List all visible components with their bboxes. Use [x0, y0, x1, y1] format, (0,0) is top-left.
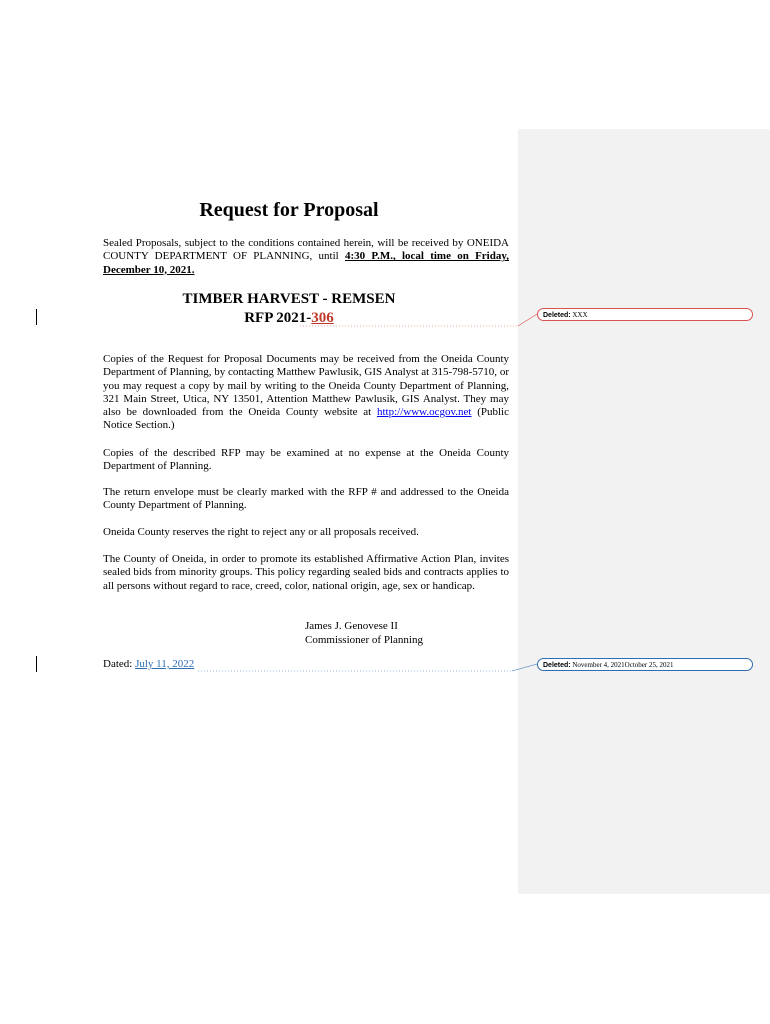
- signer-title: Commissioner of Planning: [305, 634, 423, 646]
- connector-line-1-tail: [518, 314, 537, 326]
- rfp-prefix: RFP 2021-: [244, 310, 312, 326]
- affirmative-action-paragraph: The County of Oneida, in order to promote its established Affirmative Action Plan, invites sealed bids from minority groups. This policy regarding sealed bids and contracts applies to all persons without regard to race, creed, color, national origin, age, sex or handicap.: [103, 553, 509, 592]
- balloon-label: Deleted:: [543, 662, 571, 669]
- examined-paragraph: Copies of the described RFP may be examined at no expense at the Oneida County Department of Planning.: [103, 447, 509, 473]
- rfp-number-insertion[interactable]: 306: [311, 310, 334, 326]
- intro-deadline: 4:30 P.M., local time on Friday, December 10, 2021.: [103, 250, 509, 276]
- envelope-paragraph: The return envelope must be clearly marked with the RFP # and addressed to the Oneida County Department of Planning.: [103, 486, 509, 512]
- balloon-text: XXX: [572, 311, 588, 319]
- signer-name: James J. Genovese II: [305, 620, 398, 632]
- balloon-text: November 4, 2021October 25, 2021: [572, 661, 674, 669]
- reserves-paragraph: Oneida County reserves the right to reject any or all proposals received.: [103, 526, 419, 538]
- website-link[interactable]: http://www.ocgov.net: [376, 406, 472, 419]
- connector-line-2-tail: [512, 664, 537, 671]
- dated-value-insertion[interactable]: July 11, 2022: [135, 658, 195, 670]
- intro-text: Sealed Proposals, subject to the conditions contained herein, will be received by ONEIDA COUNTY DEPARTMENT OF PLANNING, until: [103, 237, 509, 263]
- copies-suffix: (Public Notice Section.): [103, 406, 509, 432]
- heading-project: TIMBER HARVEST - REMSEN: [182, 291, 396, 307]
- deleted-comment-balloon[interactable]: [537, 308, 753, 321]
- copies-text: Copies of the Request for Proposal Documents may be received from the Oneida County Department of Planning, by contacting Matthew Pawlusik, GIS Analyst at 315-798-5710, or you may request a copy by mail by writing to the Oneida County Department of Planning, 321 Main Street, Utica, NY 13501, Attention Matthew Pawlusik, GIS Analyst. They may also be downloaded from the Oneida County website at: [103, 353, 509, 419]
- deleted-comment-balloon[interactable]: [537, 658, 753, 671]
- balloon-label: Deleted:: [543, 312, 571, 319]
- document-title: Request for Proposal: [199, 199, 379, 221]
- dated-label: Dated:: [103, 658, 136, 670]
